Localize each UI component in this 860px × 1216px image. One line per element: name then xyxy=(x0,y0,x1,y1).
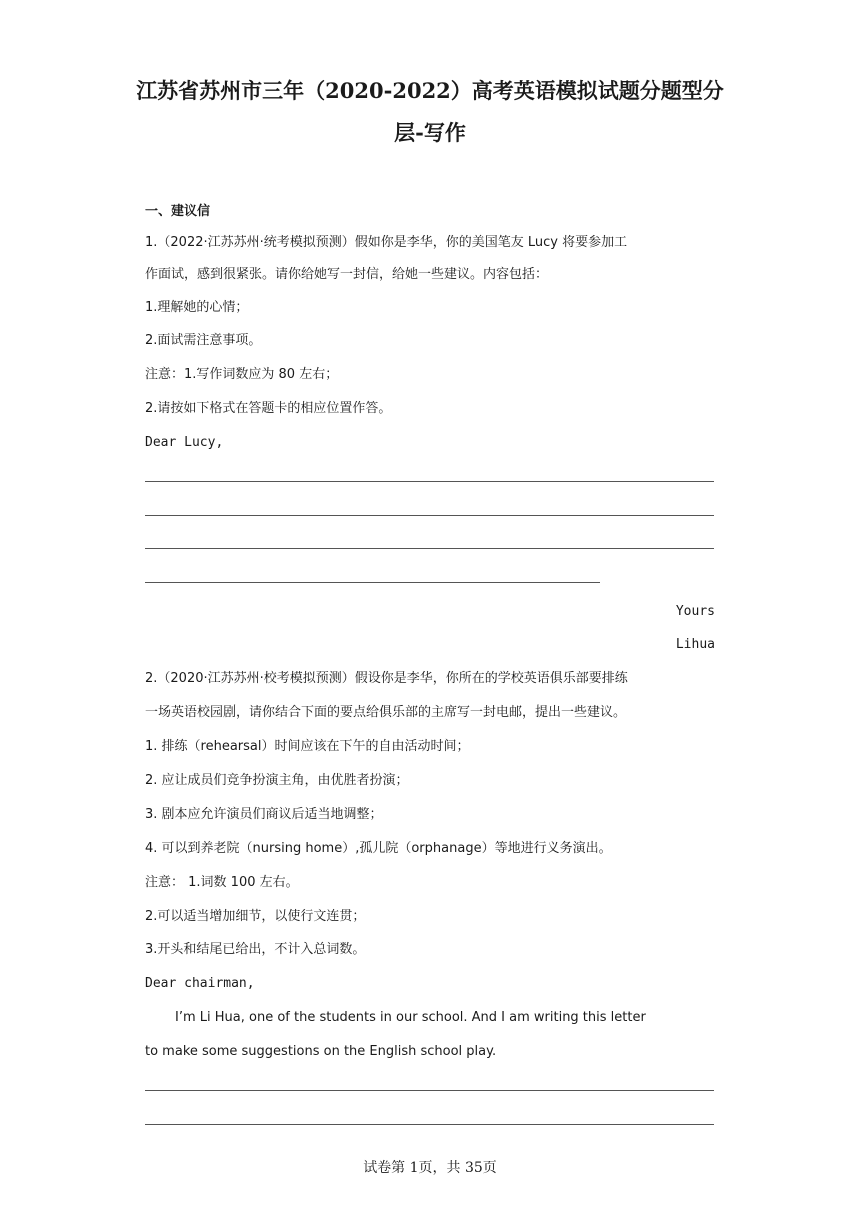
answer-line xyxy=(145,481,714,482)
q2-letter-body-line-2: to make some suggestions on the English school play. xyxy=(145,1044,497,1059)
q2-prompt-line-2: 一场英语校园剧，请你结合下面的要点给俱乐部的主席写一封电邮，提出一些建议。 xyxy=(145,705,627,720)
q2-point-1: 1. 排练（rehearsal）时间应该在下午的自由活动时间； xyxy=(145,739,470,754)
document-title-line-1: 江苏省苏州市三年（2020-2022）高考英语模拟试题分题型分 xyxy=(136,78,724,103)
q1-prompt-line-1: 1.（2022·江苏苏州·统考模拟预测）假如你是李华，你的美国笔友 Lucy 将要参加工 xyxy=(145,235,628,250)
q2-prompt-line-1: 2.（2020·江苏苏州·校考模拟预测）假设你是李华，你所在的学校英语俱乐部要排练 xyxy=(145,671,628,686)
q1-closing-signature: Lihua xyxy=(675,637,715,652)
answer-line xyxy=(145,582,600,583)
q1-note-2: 2.请按如下格式在答题卡的相应位置作答。 xyxy=(145,401,392,416)
answer-line xyxy=(145,515,714,516)
q2-greeting: Dear chairman, xyxy=(145,976,255,991)
answer-line xyxy=(145,1124,714,1125)
answer-line xyxy=(145,548,714,549)
q1-closing-yours: Yours xyxy=(675,604,715,619)
q1-point-2: 2.面试需注意事项。 xyxy=(145,333,262,348)
q2-letter-body-line-1: I’m Li Hua, one of the students in our school. And I am writing this letter xyxy=(175,1010,646,1025)
q1-note-1: 注意：1.写作词数应为 80 左右； xyxy=(145,367,339,382)
q1-point-1: 1.理解她的心情； xyxy=(145,300,249,315)
section-heading: 一、建议信 xyxy=(145,204,211,219)
q2-point-3: 3. 剧本应允许演员们商议后适当地调整； xyxy=(145,807,383,822)
q2-note-1: 注意： 1.词数 100 左右。 xyxy=(145,875,299,890)
q2-point-4: 4. 可以到养老院（nursing home）,孤儿院（orphanage）等地进行义务演出。 xyxy=(145,841,612,856)
q1-prompt-line-2: 作面试，感到很紧张。请你给她写一封信，给她一些建议。内容包括： xyxy=(145,267,549,282)
q2-note-2: 2.可以适当增加细节，以使行文连贯； xyxy=(145,909,366,924)
q2-note-3: 3.开头和结尾已给出，不计入总词数。 xyxy=(145,942,366,957)
answer-line xyxy=(145,1090,714,1091)
page-footer: 试卷第 1页，共 35页 xyxy=(363,1160,497,1176)
q2-point-2: 2. 应让成员们竞争扮演主角，由优胜者扮演； xyxy=(145,773,409,788)
document-title-line-2: 层-写作 xyxy=(394,120,466,145)
q1-greeting: Dear Lucy, xyxy=(145,435,224,450)
